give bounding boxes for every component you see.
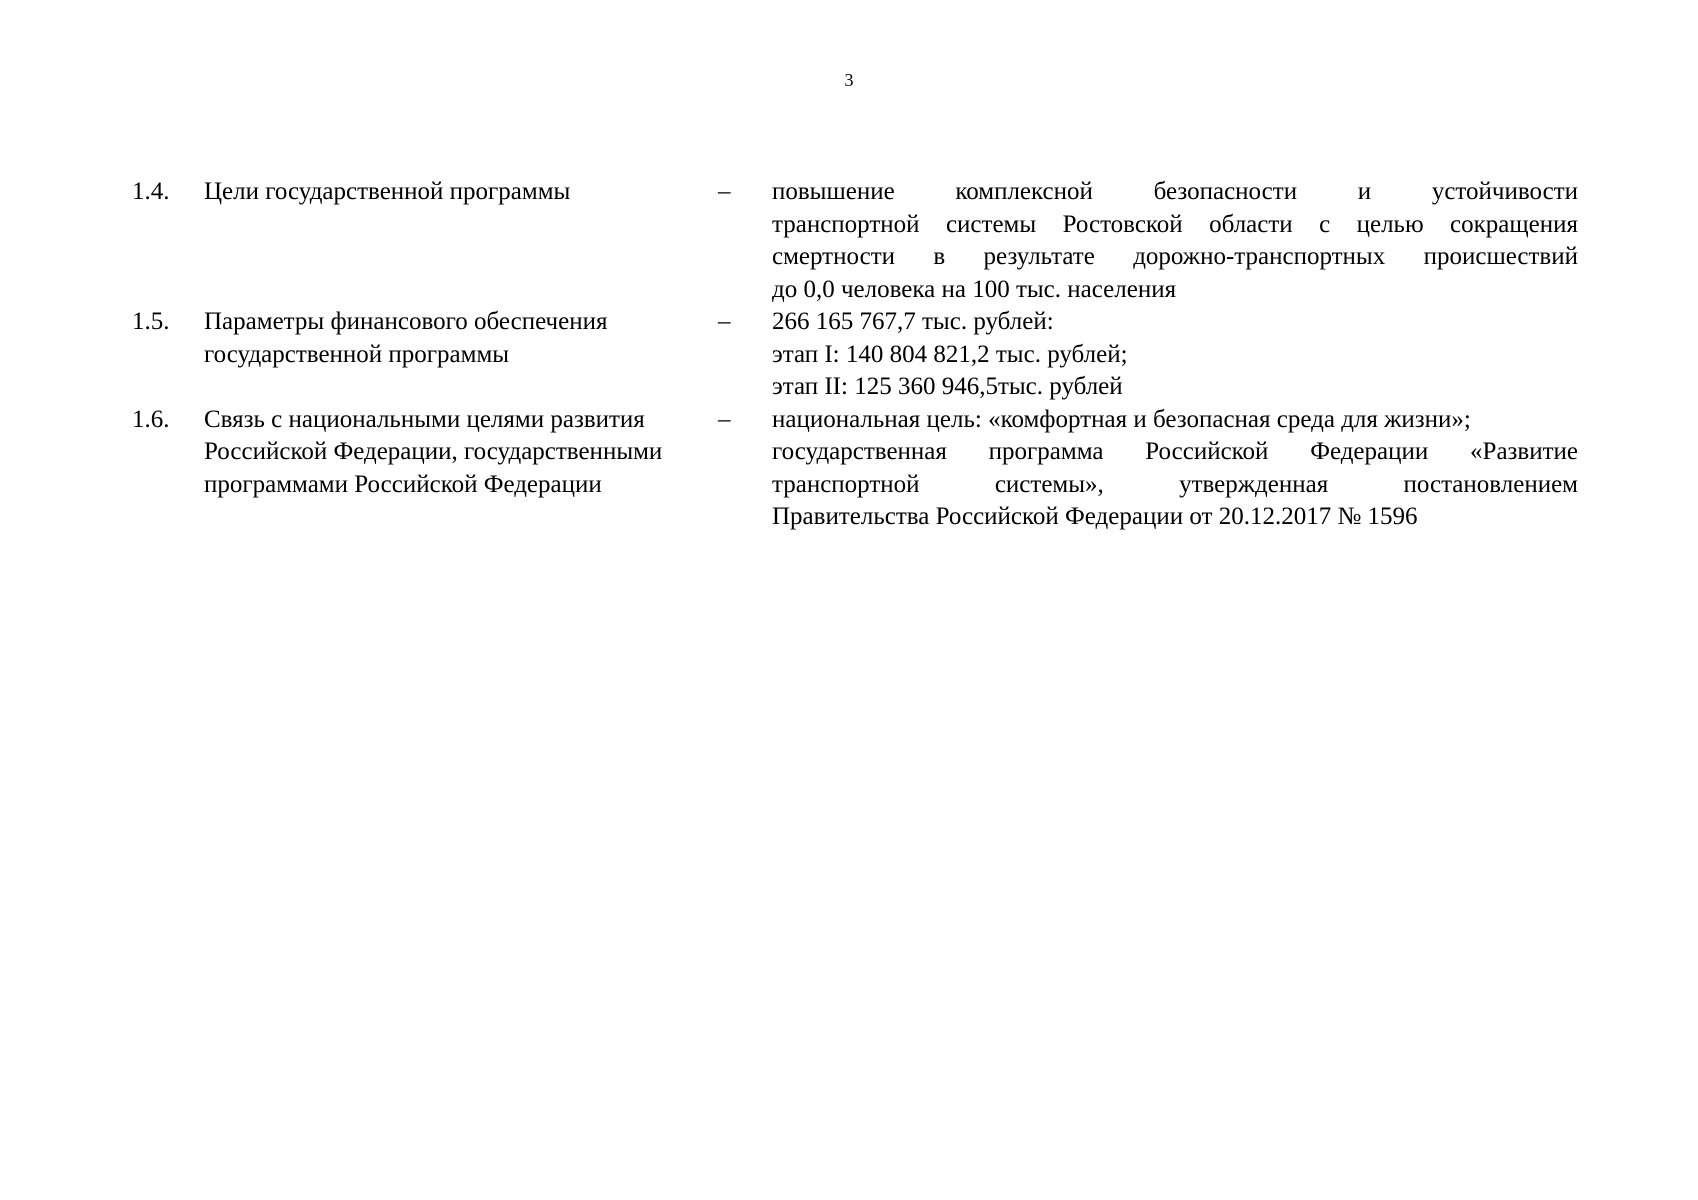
value-line: смертности в результате дорожно-транспортных происшествий <box>772 243 1578 270</box>
value-line: транспортной системы», утвержденная постановлением <box>772 470 1578 498</box>
page-number: 3 <box>844 70 854 90</box>
value-line: до 0,0 человека на 100 тыс. населения <box>772 275 1177 303</box>
value-line: государственная программа Российской Федерации «Развитие <box>772 438 1578 465</box>
passport-row-goals <box>132 176 1578 306</box>
passport-row-financing <box>132 306 1578 404</box>
value-line: этап II: 125 360 946,5тыс. рублей <box>772 373 1123 400</box>
value-line: повышение комплексной безопасности и устойчивости <box>772 178 1578 205</box>
program-passport-table <box>132 176 1578 534</box>
row-value <box>772 404 1578 534</box>
row-number: 1.4. <box>132 178 170 205</box>
row-value <box>772 306 1578 404</box>
row-dash: – <box>718 308 731 335</box>
row-value <box>772 176 1578 306</box>
value-line: этап I: 140 804 821,2 тыс. рублей; <box>772 340 1128 368</box>
row-dash: – <box>718 405 731 433</box>
row-label: Цели государственной программы <box>204 178 571 205</box>
value-line: Правительства Российской Федерации от 20.12.2017 № 1596 <box>772 503 1418 530</box>
row-number: 1.5. <box>132 308 170 335</box>
row-label: Связь с национальными целями развития Российской Федерации, государственными программами Российской Федерации <box>204 405 663 498</box>
value-line: транспортной системы Ростовской области с целью сокращения <box>772 210 1578 238</box>
row-number: 1.6. <box>132 405 170 433</box>
value-line: национальная цель: «комфортная и безопасная среда для жизни»; <box>772 405 1471 433</box>
passport-row-national-goals <box>132 404 1578 534</box>
value-line: 266 165 767,7 тыс. рублей: <box>772 308 1054 335</box>
row-dash: – <box>718 178 731 205</box>
row-label: Параметры финансового обеспечения государственной программы <box>204 308 608 368</box>
